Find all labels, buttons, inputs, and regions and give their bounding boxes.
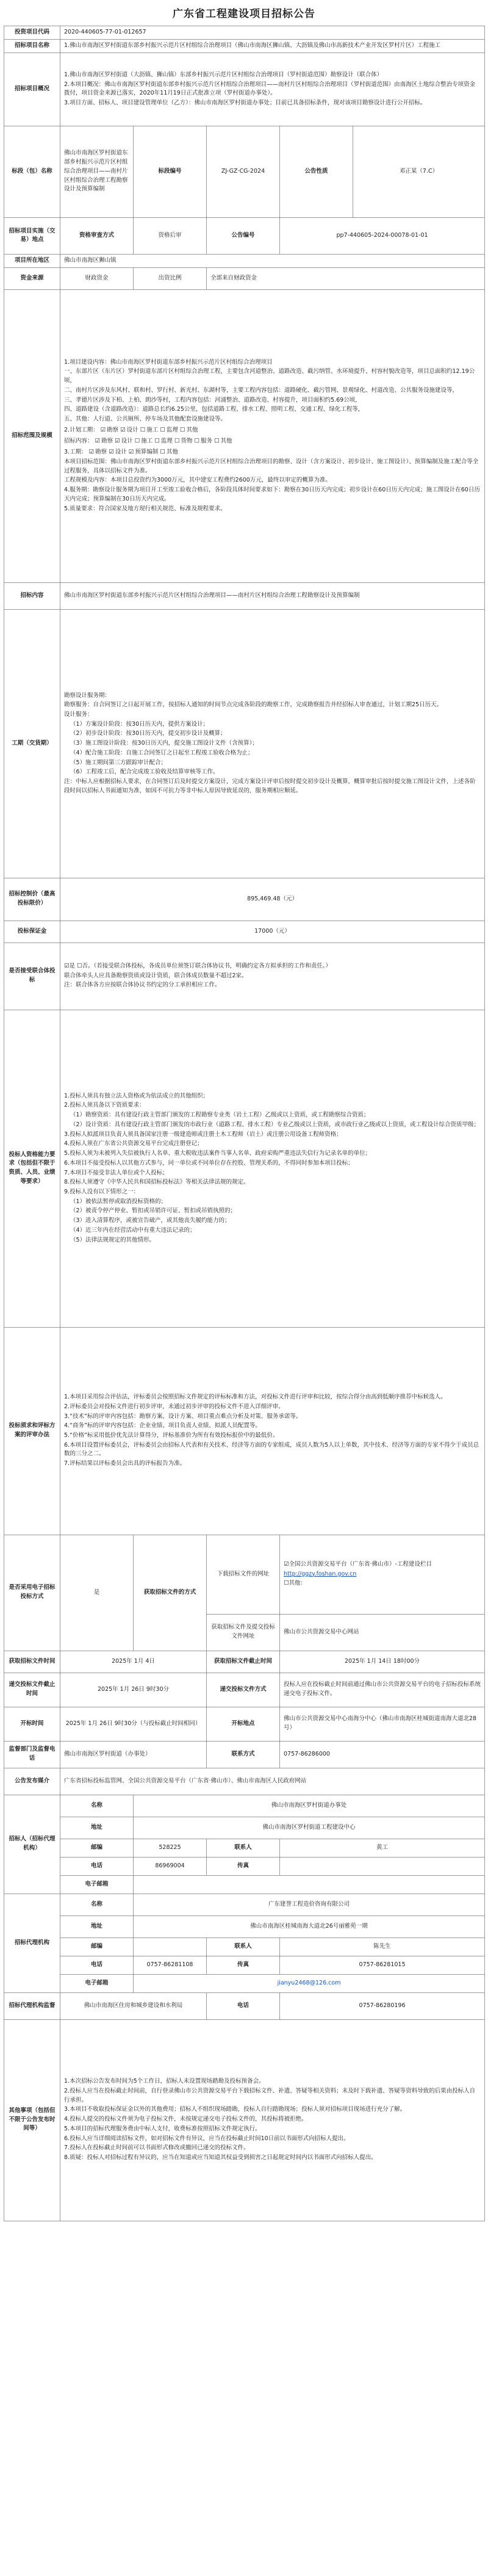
row-qualification xyxy=(4,1010,485,1327)
scope-tail-line: 5.质量要求：符合国家及地方现行相关规范、标准及规程要求。 xyxy=(64,505,226,512)
qualification-line: （3）进入清算程序，或被宣告破产，或其他丧失履约能力的； xyxy=(70,1217,231,1225)
scope-checkbox-line xyxy=(64,425,481,435)
row-tenderer-phone xyxy=(4,1857,485,1875)
other-line: 1.本次招标公告发布时间为5个工作日，招标人未设置现场踏勘及投标预备会。 xyxy=(64,2078,265,2085)
joint-line: 注：联合体各方应按联合体协议书约定的分工承担相应工作。 xyxy=(64,982,221,989)
row-doc-time xyxy=(4,1651,485,1673)
agency-address-value: 佛山市南海区桂城南海大道北26号丽雅苑一期 xyxy=(134,1916,485,1937)
timeline-line: 注：中标人应根据招标人要求，在合同签订后及时提交方案设计，完成方案设计评审后按时提交初步设计及概算，概算审批后按时提交施工图设计文件，上述各阶段时间以招标人书面通知为准，如因不可抗力等非中标人原因导致延误的，服务期相应顺延。 xyxy=(64,778,476,794)
cb-construction: ☐ 施工 xyxy=(135,438,153,444)
scope-line: 五、其他：人行道、公共厕所、停车场及其他配套设施建设等。 xyxy=(64,416,227,422)
tenderer-address-value: 佛山市南海区罗村街道工程建设中心 xyxy=(134,1817,485,1839)
tenderer-email-value xyxy=(134,1875,485,1894)
eval-line: 1.本项目采用综合评估法，评标委员会按照招标文件规定的评标标准和方法，对投标文件进行评审和比较，按综合得分由高到低顺序推荐中标候选人。 xyxy=(64,1394,447,1401)
agency-phone-value: 0757-86281108 xyxy=(134,1956,207,1974)
scope-line: 四、道路建设（含道路改造）：道路总长约6.25公里，包括道路工程、排水工程、照明工程、交通工程、绿化工程等， xyxy=(64,406,364,413)
joint-line: ☑是 ☐否。（若接受联合体投标，各成员单位须签订联合体协议书，明确约定各方拟承担的工作和责任。） xyxy=(64,962,332,969)
submit-site-value: 佛山市公共资源交易中心网站 xyxy=(280,1614,485,1651)
agency-supervisor-value: 佛山市南海区住房和城乡建设和水利局 xyxy=(60,1992,207,2019)
eval-method-label: 投标须求和评标方案的评审办法 xyxy=(4,1327,60,1535)
qualification-line: 6.本项目不接受投标人以其他方式参与，同一单位或不同单位存在控股、管理关系的，不得同时参加本项目投标； xyxy=(64,1159,354,1167)
project-code-label: 投资项目代码 xyxy=(4,26,60,40)
row-tenderer-name xyxy=(4,1795,485,1817)
timeline-line: （3）施工图设计阶段：按30日历天内，提交施工图设计文件（含预算）； xyxy=(70,740,258,747)
project-overview-label: 招标项目概况 xyxy=(4,52,60,126)
review-method-label: 资格审查方式 xyxy=(60,217,134,254)
tenderer-fax-label: 传真 xyxy=(207,1857,280,1875)
doc-time-end: 2025年 1月 14日 18时00分 xyxy=(280,1651,485,1673)
eval-line: 3.“技术”标的评审内容包括：勘察方案、设计方案、项目重点难点分析及对策、服务承诺等。 xyxy=(64,1413,302,1420)
publish-value: 广东省招标投标监管网、全国公共资源交易平台（广东省·佛山市）、佛山市南海区人民政府网站 xyxy=(60,1768,485,1795)
project-code-value: 2020-440605-77-01-012657 xyxy=(60,26,485,40)
row-eval-method xyxy=(4,1327,485,1535)
section-code-label: 标段编号 xyxy=(134,126,207,217)
cb-supervision: ☐ 监理 xyxy=(160,427,178,433)
scope-line: 三、孝德片区涉及下柏、上柏、朗沙等村，工程内容包括：河涌整治、道路改造、村容提升，项目面积约5.69公顷， xyxy=(64,396,361,403)
qualification-line: 7.本项目不接受非法人单位或个人投标； xyxy=(64,1169,168,1176)
website-link[interactable]: http://ggzy.foshan.gov.cn xyxy=(284,1570,357,1577)
scope-tail-line: 本项目招标范围：佛山市南海区罗村街道东部乡村振兴示范片区村组综合治理项目的勘察、设计（含方案设计、初步设计、施工图设计）、预算编制及施工配合等全过程服务，具体以招标文件为准。 xyxy=(64,458,479,474)
joint-value xyxy=(60,942,485,1010)
agency-fax-value: 0757-86281015 xyxy=(280,1956,485,1974)
scope-cb1-label: 2.计划工期： xyxy=(64,426,99,433)
cb-other: ☐ 其他 xyxy=(214,438,232,444)
tenderer-contact-label: 联系人 xyxy=(207,1839,280,1857)
section-code-value: ZJ-GZ·CG-2024 xyxy=(207,126,280,217)
other-line: 3.本项目不收取投标保证金以外的其他费用；招标人不组织现场踏勘，投标人自行踏勘现场；投标人须对招标项目现场进行充分了解。 xyxy=(64,2106,406,2113)
scope-tail-line: 4.服务期：勘察设计服务期为项目开工至竣工验收合格后，各阶段具体时间要求如下：勘察在30日历天内完成；初步设计在60日历天内完成；施工图设计在60日历天内完成；预算编制在30日历天内完成。 xyxy=(64,487,480,502)
other-line: 6.投标人应当详细阅读招标文件，如对招标文件有异议，应当在投标截止时间10日前以书面形式向招标人提出。 xyxy=(64,2135,350,2142)
other-value xyxy=(60,2019,485,2221)
row-submit-time xyxy=(4,1673,485,1707)
agency-phone-label: 电话 xyxy=(60,1956,134,1974)
eval-line: 7.评标结果以评标委员会出具的评标报告为准。 xyxy=(64,1460,186,1467)
doc-time-label: 获取招标文件时间 xyxy=(4,1651,60,1673)
funding-label: 资金来源 xyxy=(4,267,60,289)
qualification-value xyxy=(60,1010,485,1327)
website-line: ☐其他： xyxy=(284,1580,307,1587)
qualification-line: 8.投标人须遵守《中华人民共和国招标投标法》等相关法律法规的规定。 xyxy=(64,1179,249,1186)
row-tenderer-email xyxy=(4,1875,485,1894)
section-name-value: 佛山市南海区罗村街道东部乡村振兴示范片区村组综合治理项目——南村片区村组综合治理工程勘察设计及预算编制 xyxy=(60,126,134,217)
row-agency-postcode xyxy=(4,1937,485,1956)
open-place-label: 开标地点 xyxy=(207,1707,280,1741)
agency-postcode-value xyxy=(134,1937,207,1956)
scope-checkbox-line xyxy=(64,447,481,457)
doc-time-start: 2025年 1月 4日 xyxy=(60,1651,207,1673)
agency-contact-value: 陈先生 xyxy=(280,1937,485,1956)
agency-supervisor-label: 招标代理机构监督 xyxy=(4,1992,60,2019)
supervision-phone-value: 0757-86286000 xyxy=(280,1741,485,1768)
qualification-line: 5.投标人须为未被列入失信被执行人名单、重大税收违法案件当事人名单、政府采购严重违法失信行为记录名单的单位； xyxy=(64,1150,371,1157)
tenderer-address-label: 地址 xyxy=(60,1817,134,1839)
cb-other: ☐ 其他 xyxy=(160,449,178,455)
timeline-line: 勘察服务：自合同签订之日起开展工作，按招标人通知的时间节点完成各阶段的勘察工作，完成勘察报告并经招标人审查通过，计划工期25日历天。 xyxy=(64,701,443,709)
row-project-overview xyxy=(4,52,485,126)
agency-address-label: 地址 xyxy=(60,1916,134,1937)
row-project-name xyxy=(4,40,485,53)
agency-contact-label: 联系人 xyxy=(207,1937,280,1956)
qualification-label: 投标人资格能力要求（包括但不限于资质、人员、业绩等要求） xyxy=(4,1010,60,1327)
project-overview-value xyxy=(60,52,485,126)
tenderer-name-label: 名称 xyxy=(60,1795,134,1817)
eval-line: 2.评标委员会对投标文件进行初步评审，未通过初步评审的投标文件不进入详细评审。 xyxy=(64,1403,284,1410)
publish-label: 公告发布媒介 xyxy=(4,1768,60,1795)
bidding-content-value: 佛山市南海区罗村街道东部乡村振兴示范片区村组综合治理项目——南村片区村组综合治理工程勘察设计及预算编制 xyxy=(60,582,485,609)
section-name-label: 标段（包）名称 xyxy=(4,126,60,217)
qualification-line: （1）勘察资质：具有建设行政主管部门颁发的工程勘察专业类（岩土工程）乙级或以上资质，或工程勘察综合资质； xyxy=(70,1112,370,1119)
submit-site-label: 获取招标文件及提交投标文件网址 xyxy=(207,1614,280,1651)
other-line: 7.投标人在投标截止时间前可以书面形式修改或撤回已递交的投标文件。 xyxy=(64,2144,249,2152)
other-line: 4.投标人提交的投标文件须为电子投标文件，未按规定递交电子投标文件的，其投标将被拒绝。 xyxy=(64,2116,307,2123)
agency-email-value[interactable]: jianyu2468@126.com xyxy=(134,1974,485,1992)
row-section xyxy=(4,126,485,217)
row-publish xyxy=(4,1768,485,1795)
qualification-line: 2.投标人须具备以下资质要求： xyxy=(64,1102,145,1109)
timeline-line: （4）配合施工阶段：自施工合同签订之日起至工程竣工验收合格为止； xyxy=(70,749,254,756)
overview-line: 3.项目方面、招标人、项目建设管理单位（乙方）：佛山市南海区罗村街道办事处；目前已具备招标条件，现对该项目勘察设计进行公开招标。 xyxy=(64,99,426,106)
timeline-intro: 勘察设计服务期： xyxy=(64,692,111,699)
timeline-line: （1）方案设计阶段：按30日历天内，提供方案设计； xyxy=(70,720,209,728)
scope-line: 1.项目建设内容：佛山市南海区罗村街道东部乡村振兴示范片区村组综合治理项目 xyxy=(64,358,273,366)
row-tenderer-address xyxy=(4,1817,485,1839)
tenderer-postcode-value: 528225 xyxy=(134,1839,207,1857)
project-name-value: 1.佛山市南海区罗村街道东部乡村振兴示范片区村组综合治理项目（佛山市南海区狮山镇、大沥镇及佛山市高新技术产业开发区罗村片区）工程施工 xyxy=(60,40,485,53)
get-doc-label: 获取招标文件的方式 xyxy=(134,1535,207,1651)
qualification-line: 3.投标人拟派项目负责人须具备国家注册一级建造师或注册土木工程师（岩土）或注册公用设备工程师资格； xyxy=(64,1131,342,1138)
doc-time-mid-label: 获取招标文件截止时间 xyxy=(207,1651,280,1673)
qualification-line: （4）近三年内在经营活动中有重大违法记录的； xyxy=(70,1226,196,1234)
notice-code-value: pp7-440605-2024-00078-01-01 xyxy=(280,217,485,254)
website-cell xyxy=(280,1535,485,1614)
qualification-line: （2）被责令停产停业、暂扣或吊销许可证、暂扣或吊销执照的； xyxy=(70,1207,237,1215)
joint-label: 是否接受联合体投标 xyxy=(4,942,60,1010)
scope-label: 招标范围及规模 xyxy=(4,289,60,582)
overview-line: 1.佛山市南海区罗村街道（大沥镇、狮山镇）东部乡村振兴示范片区村组综合治理项目（罗村街道范围）勘察设计（联合体） xyxy=(64,71,383,78)
submit-time-value: 2025年 1月 26日 9时30分 xyxy=(60,1673,207,1707)
scope-checkbox-line xyxy=(64,436,481,446)
qualification-line: （5）法律法规规定的其他情形。 xyxy=(70,1236,156,1243)
agency-postcode-label: 邮编 xyxy=(60,1937,134,1956)
cb-survey: ☑ 勘察 xyxy=(95,438,113,444)
cb-budget: ☑ 预算编制 xyxy=(129,449,159,455)
project-name-label: 招标项目名称 xyxy=(4,40,60,53)
row-agency-supervisor xyxy=(4,1992,485,2019)
cb-construction: ☐ 施工 xyxy=(140,427,159,433)
row-deposit xyxy=(4,921,485,942)
tenderer-phone-label: 电话 xyxy=(60,1857,134,1875)
row-funding xyxy=(4,267,485,289)
page-title: 广东省工程建设项目招标公告 xyxy=(173,8,315,20)
agency-supervisor-phone-value: 0757-86280196 xyxy=(280,1992,485,2019)
plan-label: 招标项目实施（交易）地点 xyxy=(4,217,60,254)
row-scope xyxy=(4,289,485,582)
section-nature-value: 邓正某（7.C） xyxy=(353,126,485,217)
qualification-line: （1）被依法暂停或取消投标资格的； xyxy=(70,1198,167,1205)
agency-label: 招标代理机构 xyxy=(4,1894,60,1992)
notice-code-label: 公告编号 xyxy=(207,217,280,254)
cb-other: ☐ 其他 xyxy=(180,427,198,433)
tenderer-contact-value: 黄工 xyxy=(280,1839,485,1857)
electronic-label: 是否采用电子招标投标方式 xyxy=(4,1535,60,1651)
scope-value xyxy=(60,289,485,582)
section-nature-label: 公告性质 xyxy=(280,126,353,217)
agency-fax-label: 传真 xyxy=(207,1956,280,1974)
max-price-value: 895,469.48（元） xyxy=(60,878,485,921)
eval-line: 6.本项目设置评标委员会，评标委员会由招标人代表和有关技术、经济等方面的专家组成，成员人数为5人以上单数，其中技术、经济等方面的专家不得少于成员总数的三分之二。 xyxy=(64,1441,479,1458)
supervision-phone-label: 联系方式 xyxy=(207,1741,280,1768)
submit-method-value: 投标人应在投标截止时间前通过佛山市公共资源交易平台的电子招标投标系统递交电子投标文件。 xyxy=(280,1673,485,1707)
open-time-label: 开标时间 xyxy=(4,1707,60,1741)
scope-cb2-label: 招标内容： xyxy=(64,437,93,444)
scope-line: 二、南村片区涉及东风村、联和村、罗行村、新光村、东湖村等，主要工程内容包括：道路硬化、截污管网、景观绿化、村道改造、公共服务设施建设等， xyxy=(64,386,459,394)
tenderer-name-value: 佛山市南海区罗村街道办事处 xyxy=(134,1795,485,1817)
row-region xyxy=(4,254,485,267)
electronic-value: 是 xyxy=(60,1535,134,1651)
funding-mid: 出资比例 xyxy=(134,267,207,289)
region-value: 佛山市南海区狮山镇 xyxy=(60,254,485,267)
row-plan xyxy=(4,217,485,254)
overview-line: 2.本项目概况：佛山市南海区罗村街道东部乡村振兴示范片区村组综合治理项目——南村片区村组综合治理项目（罗村街道范围）由南海区土地综合整治专项资金拨付，项目资金来源已落实，2020年11月19日正式批准立项（罗村街道办事处）。 xyxy=(64,81,476,97)
website-line: ☑全国公共资源交易平台（广东省·佛山市）-工程建设栏目 xyxy=(284,1560,432,1568)
timeline-value xyxy=(60,609,485,878)
tenderer-postcode-label: 邮编 xyxy=(60,1839,134,1857)
cb-survey: ☑ 勘察 xyxy=(101,427,119,433)
deposit-label: 投标保证金 xyxy=(4,921,60,942)
cb-design: ☑ 设计 xyxy=(115,438,133,444)
tenderer-fax-value xyxy=(280,1857,485,1875)
agency-email-label: 电子邮箱 xyxy=(60,1974,134,1992)
qualification-line: 1.投标人须具有独立法人资格或为依法成立的其他组织； xyxy=(64,1092,209,1099)
cb-supervision: ☐ 监理 xyxy=(154,438,173,444)
agency-name-value: 广东建誉工程造价咨询有限公司 xyxy=(134,1894,485,1916)
other-line: 2.投标人应当在投标截止时间前，自行登录佛山市公共资源交易平台下载招标文件、补遗、答疑等相关资料；未及时下载补遗、答疑等资料导致的后果由投标人自行承担。 xyxy=(64,2087,476,2104)
other-line: 8.质疑：投标人对招标过程有异议的，应当在知道或应当知道其权益受到损害之日起规定时间内以书面形式向招标人提出。 xyxy=(64,2154,377,2162)
timeline-line: （6）工程竣工后，配合完成竣工验收及结算审核等工作。 xyxy=(70,769,219,776)
row-agency-email xyxy=(4,1974,485,1992)
scope-line: 一、东部片区（东片区）罗村街道东部片区村组综合治理工程，主要包含河道整治、道路改造、截污纳管、水环境提升、村容村貌改造等，项目总面积约12.19公顷， xyxy=(64,368,475,385)
eval-method-value xyxy=(60,1327,485,1535)
cb-design: ☑ 设计 xyxy=(109,449,127,455)
agency-name-label: 名称 xyxy=(60,1894,134,1916)
cb-service: ☐ 服务 xyxy=(194,438,212,444)
supervision-value: 佛山市南海区罗村街道（办事处） xyxy=(60,1741,207,1768)
bidding-content-label: 招标内容 xyxy=(4,582,60,609)
scope-tail-line: 工程规模及内容：本项目总投资约为3000万元，其中建安工程费约2600万元，最终以审定的概算为准。 xyxy=(64,477,331,484)
row-max-price xyxy=(4,878,485,921)
review-method-value: 资格后审 xyxy=(134,217,207,254)
qualification-line: 4.投标人须在广东省公共资源交易平台完成注册登记； xyxy=(64,1140,203,1148)
timeline-line: （5）施工期间第三方跟踪审计配合； xyxy=(70,759,167,766)
row-timeline xyxy=(4,609,485,878)
qualification-line: （2）设计资质：具有建设行政主管部门颁发的市政行业（道路工程、排水工程）专业乙级或以上资质，或市政行业乙级或以上资质，或工程设计综合资质甲级； xyxy=(70,1121,480,1128)
eval-line: 5.“价格”标采用低价优先法计算得分，评标基准价为所有有效投标报价中的最低价。 xyxy=(64,1432,279,1439)
other-line: 5.本项目的招标代理服务费由中标人支付，收费标准按照招标文件规定执行。 xyxy=(64,2125,261,2132)
cb-goods: ☐ 货物 xyxy=(174,438,193,444)
row-tenderer-postcode xyxy=(4,1839,485,1857)
agency-supervisor-phone-label: 电话 xyxy=(207,1992,280,2019)
submit-method-label: 递交投标文件方式 xyxy=(207,1673,280,1707)
eval-line: 4.“商务”标的评审内容包括：企业业绩、项目负责人业绩、拟派人员配置等。 xyxy=(64,1422,261,1430)
supervision-label: 监督部门及监督电话 xyxy=(4,1741,60,1768)
row-agency-address xyxy=(4,1916,485,1937)
funding-left: 财政资金 xyxy=(60,267,134,289)
scope-cb3-label: 3.工期： xyxy=(64,448,87,455)
row-agency-name xyxy=(4,1894,485,1916)
row-electronic xyxy=(4,1535,485,1614)
timeline-label: 工期（交货期） xyxy=(4,609,60,878)
cb-survey: ☑ 勘察 xyxy=(89,449,107,455)
row-bidding-content xyxy=(4,582,485,609)
announcement-table xyxy=(4,26,485,2221)
submit-time-label: 递交投标文件截止时间 xyxy=(4,1673,60,1707)
funding-right: 全部来自财政资金 xyxy=(207,267,485,289)
row-supervision xyxy=(4,1741,485,1768)
cb-design: ☑ 设计 xyxy=(120,427,138,433)
get-doc-value: 下载招标文件的网址 xyxy=(207,1535,280,1614)
other-label: 其他事项（包括但不限于公告发布时间等） xyxy=(4,2019,60,2221)
tenderer-phone-value: 86969004 xyxy=(134,1857,207,1875)
open-place-value: 佛山市公共资源交易中心南海分中心（佛山市南海区桂城街道南海大道北28号） xyxy=(280,1707,485,1741)
joint-line: 联合体牵头人应具备勘察资质或设计资质，联合体成员数量不超过2家。 xyxy=(64,972,248,979)
tenderer-email-label: 电子邮箱 xyxy=(60,1875,134,1894)
open-time-value: 2025年 1月 26日 9时30分（与投标截止时间相同） xyxy=(60,1707,207,1741)
row-joint xyxy=(4,942,485,1010)
max-price-label: 招标控制价（最高投标限价） xyxy=(4,878,60,921)
row-project-code xyxy=(4,26,485,40)
timeline-line: 设计服务： xyxy=(64,711,93,718)
deposit-value: 17000（元） xyxy=(60,921,485,942)
row-agency-phone xyxy=(4,1956,485,1974)
qualification-line: 9.投标人没有以下情形之一： xyxy=(64,1188,140,1195)
row-open-time xyxy=(4,1707,485,1741)
timeline-line: （2）初步设计阶段：按30日历天内，提交初步设计及概算； xyxy=(70,730,226,737)
row-other xyxy=(4,2019,485,2221)
tenderer-label: 招标人（招标代理机构） xyxy=(4,1795,60,1894)
region-label: 项目所在地区 xyxy=(4,254,60,267)
